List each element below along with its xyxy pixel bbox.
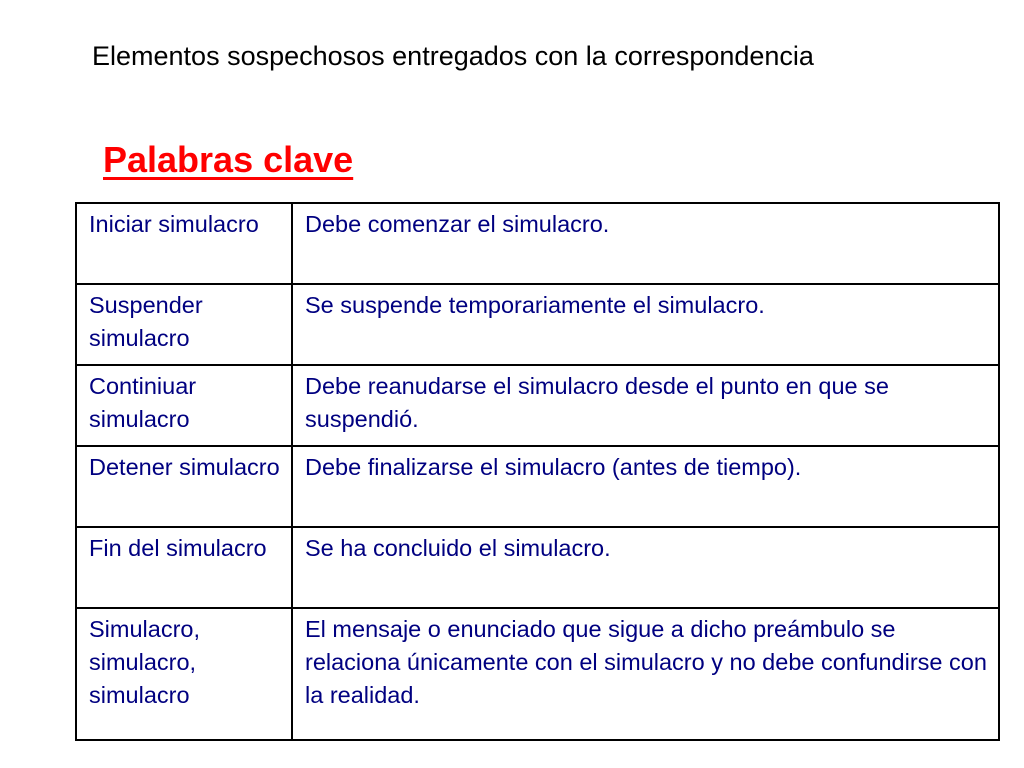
keywords-table [75,202,1000,741]
keyword-term: Iniciar simulacro [76,203,292,284]
keyword-term: Fin del simulacro [76,527,292,608]
table-row [76,203,999,284]
slide-subtitle: Palabras clave [103,139,354,180]
table-row [76,365,999,446]
table-row [76,284,999,365]
keyword-term: Simulacro, simulacro, simulacro [76,608,292,740]
keyword-term: Suspender simulacro [76,284,292,365]
keyword-term: Detener simulacro [76,446,292,527]
slide-title: Elementos sospechosos entregados con la correspondencia [92,41,814,71]
table-row [76,608,999,740]
table-row [76,527,999,608]
keyword-term: Continiuar simulacro [76,365,292,446]
keyword-definition: Debe finalizarse el simulacro (antes de tiempo). [292,446,999,527]
keyword-definition: Debe reanudarse el simulacro desde el punto en que se suspendió. [292,365,999,446]
keyword-definition: Se ha concluido el simulacro. [292,527,999,608]
keyword-definition: Se suspende temporariamente el simulacro. [292,284,999,365]
table-row [76,446,999,527]
keyword-definition: Debe comenzar el simulacro. [292,203,999,284]
keyword-definition: El mensaje o enunciado que sigue a dicho preámbulo se relaciona únicamente con el simulacro y no debe confundirse con la realidad. [292,608,999,740]
